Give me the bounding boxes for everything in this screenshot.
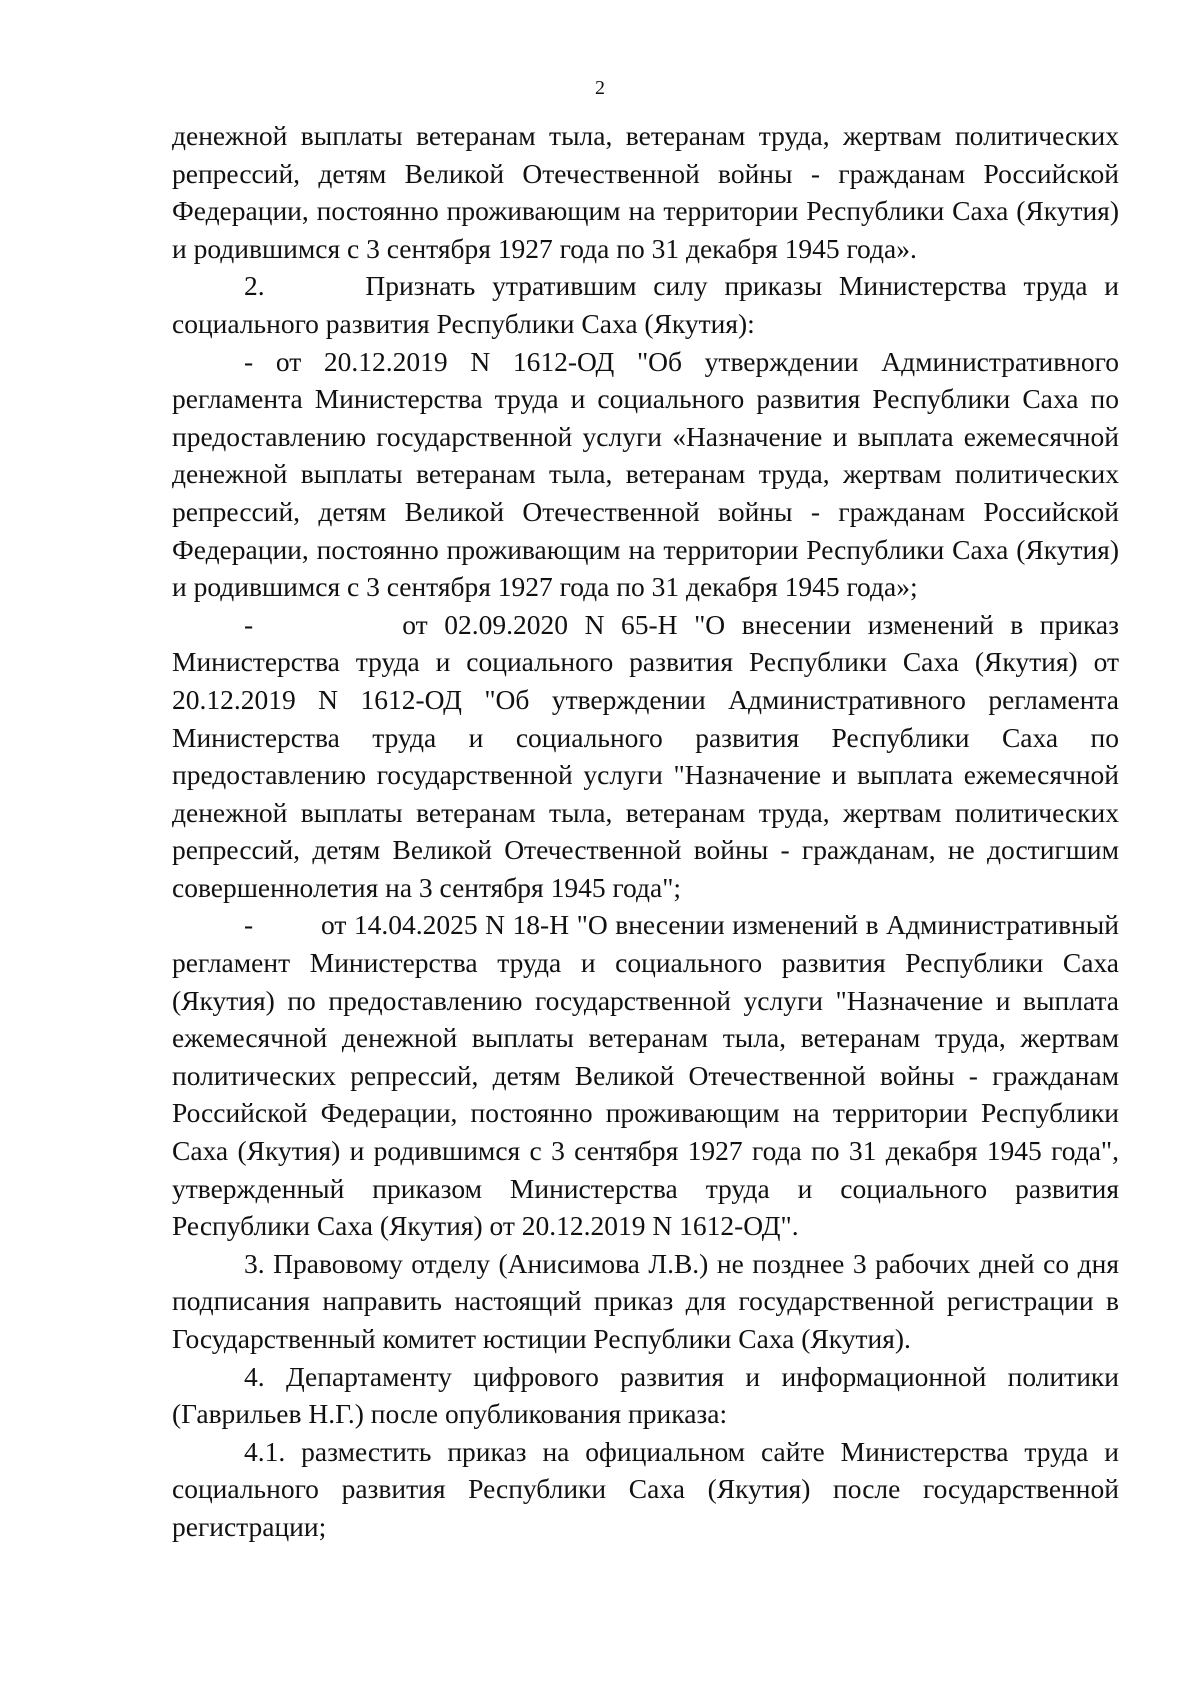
paragraph-item-3: 3. Правовому отделу (Анисимова Л.В.) не позднее 3 рабочих дней со дня подписания направить настоящий приказ для государственной регистрации в Государственный комитет юстиции Республики Саха (Якутия). [172, 1247, 1119, 1354]
page-number: 2 [595, 77, 605, 99]
paragraph-item-2: 2. Признать утратившим силу приказы Министерства труда и социального развития Республики Саха (Якутия): [172, 270, 1126, 339]
paragraph-order-1612-od: - от 20.12.2019 N 1612-ОД "Об утверждении Административного регламента Министерства труда и социального развития Республики Саха по предоставлению государственной услуги «Назначение и выплата ежемесячной денежной выплаты ветеранам тыла, ветеранам труда, жертвам политических репрессий, детям Великой Отечественной войны - гражданам Российской Федерации, постоянно проживающим на территории Республики Саха (Якутия) и родившимся с 3 сентября 1927 года по 31 декабря 1945 года»; [172, 345, 1119, 603]
paragraph-order-18-n: - от 14.04.2025 N 18-Н "О внесении изменений в Административный регламент Министерства труда и социального развития Республики Саха (Якутия) по предоставлению государственной услуги "Назначение и выплата ежемесячной денежной выплаты ветеранам тыла, ветеранам труда, жертвам политических репрессий, детям Великой Отечественной войны - гражданам Российской Федерации, постоянно проживающим на территории Республики Саха (Якутия) и родившимся с 3 сентября 1927 года по 31 декабря 1945 года", утвержденный приказом Министерства труда и социального развития Республики Саха (Якутия) от 20.12.2019 N 1612-ОД". [172, 909, 1126, 1242]
paragraph-order-65-n: - от 02.09.2020 N 65-Н "О внесении изменений в приказ Министерства труда и социального развития Республики Саха (Якутия) от 20.12.2019 N 1612-ОД "Об утверждении Административного регламента Министерства труда и социального развития Республики Саха по предоставлению государственной услуги "Назначение и выплата ежемесячной денежной выплаты ветеранам тыла, ветеранам труда, жертвам политических репрессий, детям Великой Отечественной войны - гражданам, не достигшим совершеннолетия на 3 сентября 1945 года"; [172, 608, 1126, 903]
paragraph-item-4-1: 4.1. разместить приказ на официальном сайте Министерства труда и социального развития Республики Саха (Якутия) после государственной регистрации; [172, 1435, 1119, 1542]
paragraph-item-4: 4. Департаменту цифрового развития и информационной политики (Гаврильев Н.Г.) после опубликования приказа: [172, 1360, 1119, 1430]
document-body [172, 117, 1126, 1546]
paragraph-continuation: денежной выплаты ветеранам тыла, ветеранам труда, жертвам политических репрессий, детям Великой Отечественной войны - гражданам Российской Федерации, постоянно проживающим на территории Республики Саха (Якутия) и родившимся с 3 сентября 1927 года по 31 декабря 1945 года». [172, 120, 1119, 264]
